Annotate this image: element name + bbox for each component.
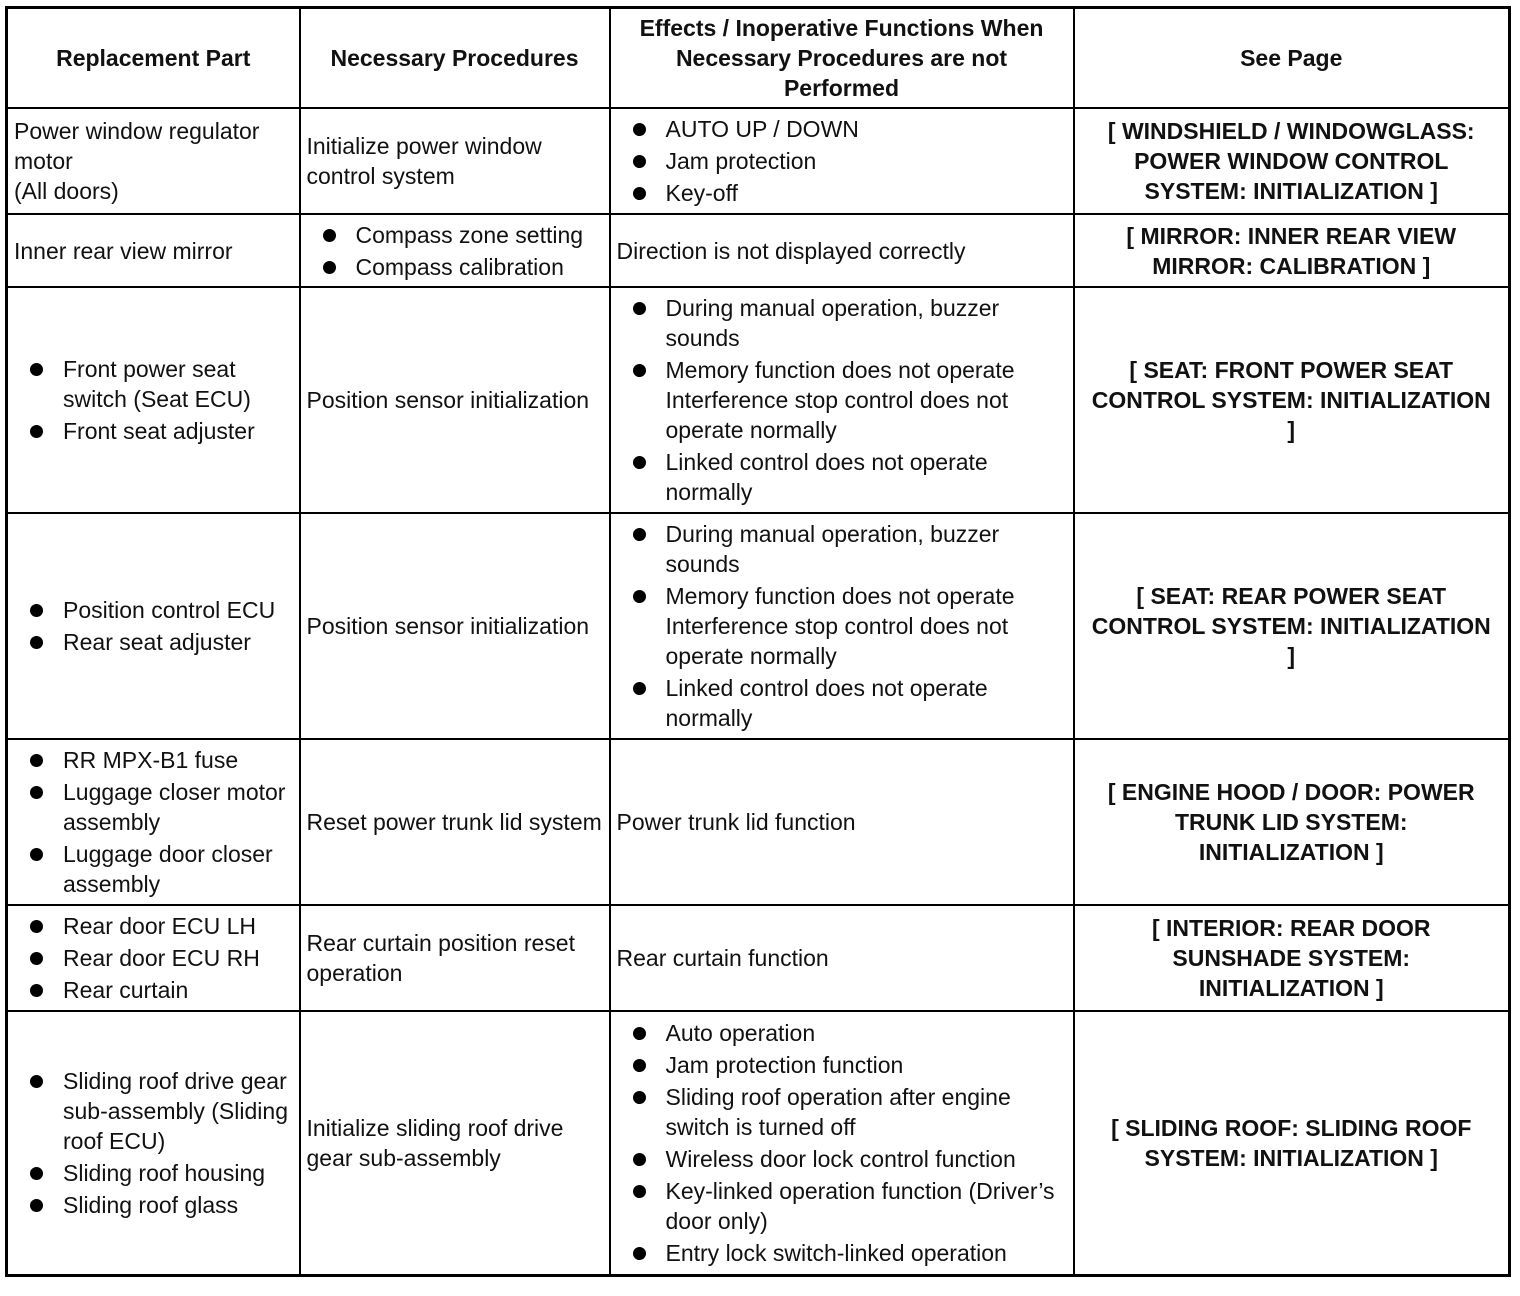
procedure-item: Compass zone setting (307, 220, 603, 250)
part-item: Luggage closer motor assembly (14, 777, 293, 837)
part-item: Rear door ECU RH (14, 943, 293, 973)
replacement-part-cell (7, 1011, 300, 1276)
part-item: Rear curtain (14, 975, 293, 1005)
effects-cell (610, 108, 1074, 214)
see-page-link[interactable]: [ SLIDING ROOF: SLIDING ROOF SYSTEM: INITIALIZATION ] (1074, 1011, 1510, 1276)
part-item: Sliding roof housing (14, 1158, 293, 1188)
replacement-part-cell: Inner rear view mirror (7, 214, 300, 287)
effect-item: Memory function does not operate Interference stop control does not operate normally (617, 581, 1067, 671)
header-effects: Effects / Inoperative Functions When Necessary Procedures are not Performed (610, 8, 1074, 109)
effect-item: Linked control does not operate normally (617, 673, 1067, 733)
header-replacement-part: Replacement Part (7, 8, 300, 109)
effect-item: Entry lock switch-linked operation (617, 1238, 1067, 1268)
effect-item: Memory function does not operate Interference stop control does not operate normally (617, 355, 1067, 445)
header-row (7, 8, 1510, 109)
effects-cell (610, 513, 1074, 739)
replacement-part-cell (7, 739, 300, 905)
effect-item: Key-off (617, 178, 1067, 208)
see-page-link[interactable]: [ SEAT: FRONT POWER SEAT CONTROL SYSTEM: INITIALIZATION ] (1074, 287, 1510, 513)
effect-item: Wireless door lock control function (617, 1144, 1067, 1174)
table-row (7, 739, 1510, 905)
effect-item: During manual operation, buzzer sounds (617, 293, 1067, 353)
see-page-link[interactable]: [ WINDSHIELD / WINDOWGLASS: POWER WINDOW CONTROL SYSTEM: INITIALIZATION ] (1074, 108, 1510, 214)
effect-item: Key-linked operation function (Driver’s door only) (617, 1176, 1067, 1236)
procedure-cell: Initialize power window control system (300, 108, 610, 214)
table-row (7, 108, 1510, 214)
effects-cell: Direction is not displayed correctly (610, 214, 1074, 287)
effect-item: Auto operation (617, 1018, 1067, 1048)
part-item: Position control ECU (14, 595, 293, 625)
procedure-cell: Position sensor initialization (300, 513, 610, 739)
effect-item: Jam protection function (617, 1050, 1067, 1080)
effect-item: During manual operation, buzzer sounds (617, 519, 1067, 579)
procedure-cell (300, 214, 610, 287)
replacement-part-cell: Power window regulator motor (All doors) (7, 108, 300, 214)
effect-item: Jam protection (617, 146, 1067, 176)
procedure-cell: Rear curtain position reset operation (300, 905, 610, 1011)
effects-cell: Power trunk lid function (610, 739, 1074, 905)
procedures-table (5, 6, 1511, 1277)
replacement-part-cell (7, 905, 300, 1011)
see-page-link[interactable]: [ ENGINE HOOD / DOOR: POWER TRUNK LID SYSTEM: INITIALIZATION ] (1074, 739, 1510, 905)
procedure-cell: Reset power trunk lid system (300, 739, 610, 905)
replacement-part-cell (7, 287, 300, 513)
table-row (7, 905, 1510, 1011)
part-item: Front power seat switch (Seat ECU) (14, 354, 293, 414)
effects-cell (610, 1011, 1074, 1276)
part-item: Front seat adjuster (14, 416, 293, 446)
header-see-page: See Page (1074, 8, 1510, 109)
see-page-link[interactable]: [ MIRROR: INNER REAR VIEW MIRROR: CALIBRATION ] (1074, 214, 1510, 287)
replacement-part-cell (7, 513, 300, 739)
effect-item: Sliding roof operation after engine switch is turned off (617, 1082, 1067, 1142)
effects-cell (610, 287, 1074, 513)
part-item: Sliding roof glass (14, 1190, 293, 1220)
procedure-item: Compass calibration (307, 252, 603, 282)
part-item: RR MPX-B1 fuse (14, 745, 293, 775)
table-row (7, 214, 1510, 287)
header-necessary-procedures: Necessary Procedures (300, 8, 610, 109)
effect-item: Linked control does not operate normally (617, 447, 1067, 507)
part-item: Luggage door closer assembly (14, 839, 293, 899)
table-row (7, 513, 1510, 739)
part-item: Sliding roof drive gear sub-assembly (Sliding roof ECU) (14, 1066, 293, 1156)
see-page-link[interactable]: [ INTERIOR: REAR DOOR SUNSHADE SYSTEM: INITIALIZATION ] (1074, 905, 1510, 1011)
part-item: Rear seat adjuster (14, 627, 293, 657)
procedure-cell: Position sensor initialization (300, 287, 610, 513)
part-item: Rear door ECU LH (14, 911, 293, 941)
table-row (7, 1011, 1510, 1276)
effect-item: AUTO UP / DOWN (617, 114, 1067, 144)
effects-cell: Rear curtain function (610, 905, 1074, 1011)
see-page-link[interactable]: [ SEAT: REAR POWER SEAT CONTROL SYSTEM: INITIALIZATION ] (1074, 513, 1510, 739)
table-row (7, 287, 1510, 513)
procedure-cell: Initialize sliding roof drive gear sub-assembly (300, 1011, 610, 1276)
